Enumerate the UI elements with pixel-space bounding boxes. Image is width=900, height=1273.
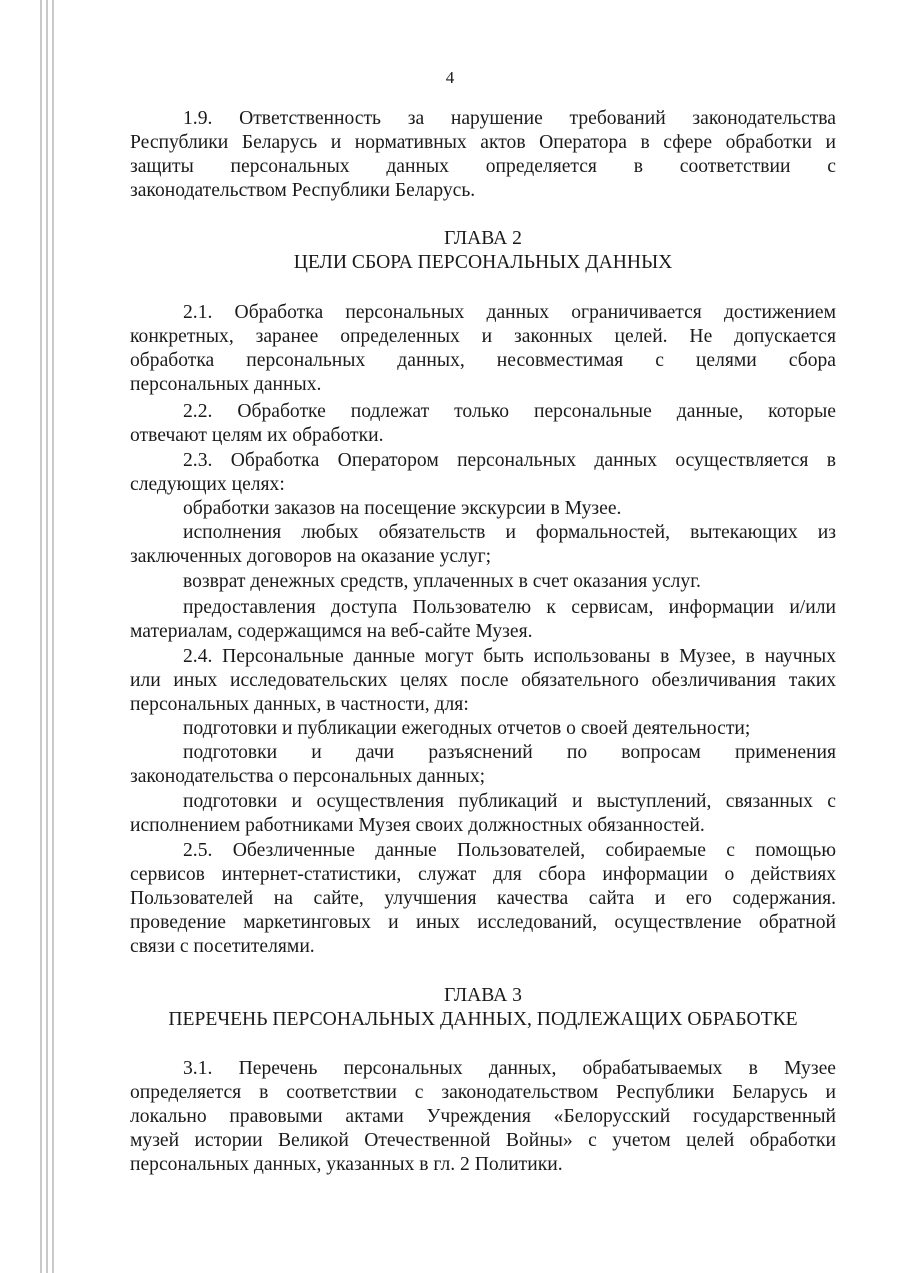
paragraph-1-9: [130, 107, 836, 203]
text-line: локально правовыми актами Учреждения «Белорусский государственный: [130, 1106, 836, 1127]
chapter-title: ПЕРЕЧЕНЬ ПЕРСОНАЛЬНЫХ ДАННЫХ, ПОДЛЕЖАЩИХ ОБРАБОТКЕ: [168, 1009, 798, 1030]
text-line: отвечают целям их обработки.: [130, 425, 384, 446]
text-line: 2.3. Обработка Оператором персональных данных осуществляется в: [183, 450, 836, 471]
purpose-item: [130, 570, 836, 594]
chapter-number: ГЛАВА 3: [444, 985, 522, 1006]
usage-item: [130, 741, 836, 789]
chapter-3-heading: [130, 984, 836, 1032]
text-line: или иных исследовательских целях после обязательного обезличивания таких: [130, 670, 836, 691]
paragraph-2-2: [130, 400, 836, 448]
text-line: персональных данных.: [130, 374, 322, 395]
text-line: возврат денежных средств, уплаченных в счет оказания услуг.: [183, 571, 701, 592]
text-line: Пользователей на сайте, улучшения качества сайта и его содержания.: [130, 888, 836, 909]
usage-item: [130, 717, 836, 741]
text-line: заключенных договоров на оказание услуг;: [130, 546, 492, 567]
text-line: предоставления доступа Пользователю к сервисам, информации и/или: [183, 597, 836, 618]
text-line: персональных данных, в частности, для:: [130, 694, 469, 715]
text-line: законодательства о персональных данных;: [130, 766, 486, 787]
text-line: подготовки и осуществления публикаций и выступлений, связанных с: [183, 791, 836, 812]
text-line: персональных данных, указанных в гл. 2 Политики.: [130, 1154, 563, 1175]
text-line: музей истории Великой Отечественной Войны» с учетом целей обработки: [130, 1130, 836, 1151]
text-line: 2.4. Персональные данные могут быть использованы в Музее, в научных: [183, 646, 836, 667]
text-line: Республики Беларусь и нормативных актов Оператора в сфере обработки и: [130, 132, 836, 153]
purpose-item: [130, 596, 836, 644]
chapter-title: ЦЕЛИ СБОРА ПЕРСОНАЛЬНЫХ ДАННЫХ: [293, 252, 673, 273]
usage-item: [130, 790, 836, 838]
paragraph-3-1: [130, 1057, 836, 1177]
text-line: определяется в соответствии с законодательством Республики Беларусь и: [130, 1082, 836, 1103]
text-line: подготовки и публикации ежегодных отчетов о своей деятельности;: [183, 718, 751, 739]
text-line: исполнения любых обязательств и формальностей, вытекающих из: [183, 522, 836, 543]
text-line: законодательством Республики Беларусь.: [130, 180, 476, 201]
text-line: защиты персональных данных определяется в соответствии с: [130, 156, 836, 177]
paragraph-2-1: [130, 301, 836, 397]
text-line: конкретных, заранее определенных и законных целей. Не допускается: [130, 326, 836, 347]
paragraph-2-4: [130, 645, 836, 717]
text-line: 2.2. Обработке подлежат только персональные данные, которые: [183, 401, 836, 422]
chapter-number: ГЛАВА 2: [444, 228, 522, 249]
paragraph-2-5: [130, 839, 836, 959]
text-line: 1.9. Ответственность за нарушение требований законодательства: [183, 108, 836, 129]
text-line: материалам, содержащимся на веб-сайте Музея.: [130, 621, 533, 642]
page-number: 4: [445, 68, 455, 87]
text-line: проведение маркетинговых и иных исследований, осуществление обратной: [130, 912, 836, 933]
paragraph-2-3: [130, 449, 836, 497]
text-line: сервисов интернет-статистики, служат для сбора информации о действиях: [130, 864, 836, 885]
text-line: обработка персональных данных, несовместимая с целями сбора: [130, 350, 836, 371]
text-line: 2.5. Обезличенные данные Пользователей, собираемые с помощью: [183, 840, 836, 861]
scan-edge-line: [40, 0, 42, 1273]
text-line: обработки заказов на посещение экскурсии в Музее.: [183, 498, 622, 519]
text-line: исполнением работниками Музея своих должностных обязанностей.: [130, 815, 705, 836]
text-line: связи с посетителями.: [130, 936, 315, 957]
text-line: 3.1. Перечень персональных данных, обрабатываемых в Музее: [183, 1058, 836, 1079]
text-line: следующих целях:: [130, 474, 285, 495]
chapter-2-heading: [130, 227, 836, 275]
scan-edge-line: [46, 0, 48, 1273]
purpose-item: [130, 521, 836, 569]
text-line: 2.1. Обработка персональных данных ограничивается достижением: [183, 302, 836, 323]
text-line: подготовки и дачи разъяснений по вопросам применения: [183, 742, 836, 763]
purpose-item: [130, 497, 836, 521]
scan-edge-line: [52, 0, 54, 1273]
